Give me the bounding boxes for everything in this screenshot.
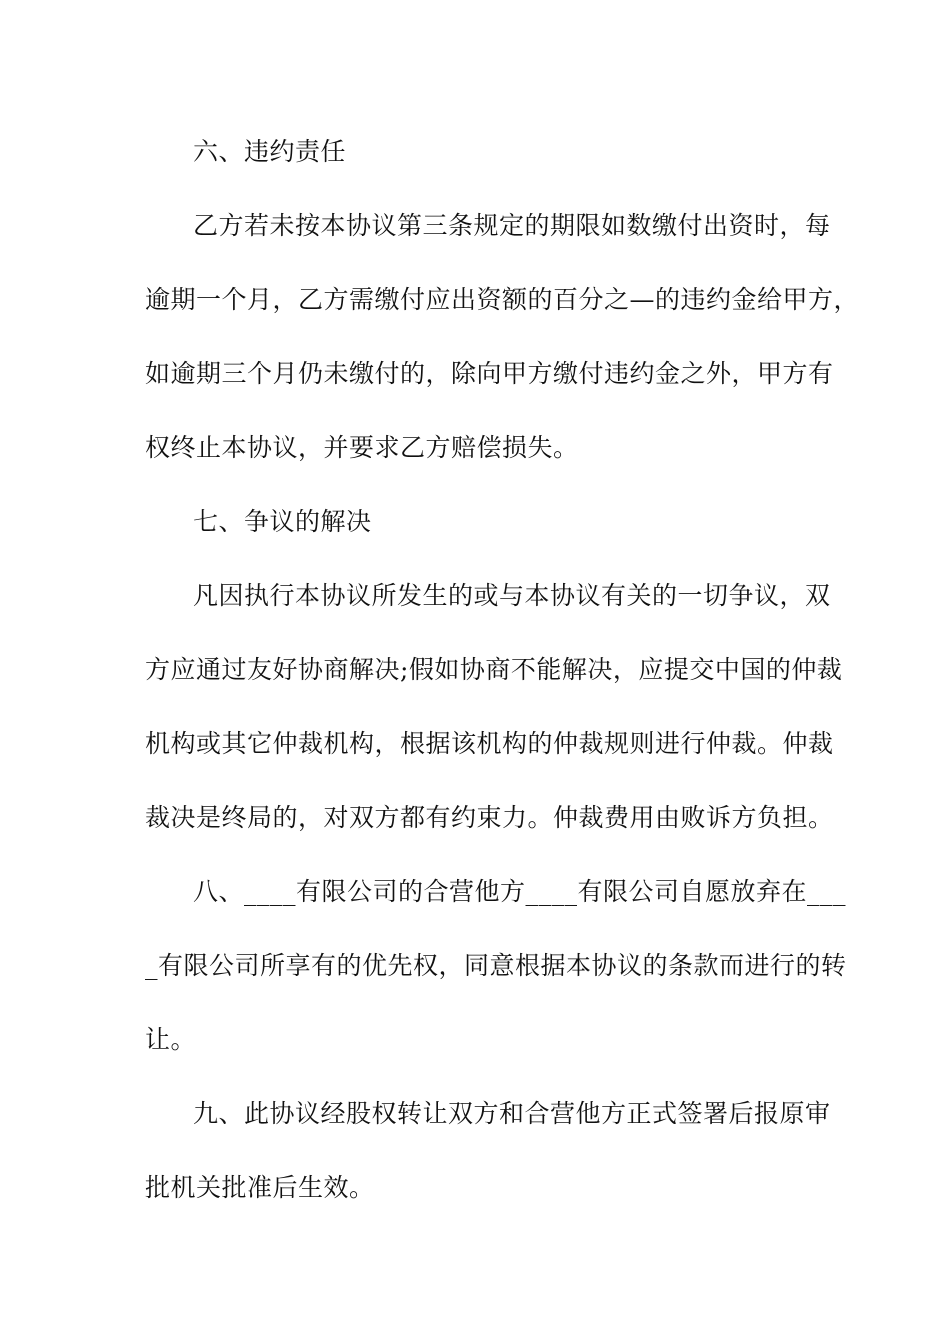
paragraph-line: 机构或其它仲裁机构，根据该机构的仲裁规则进行仲裁。仲裁: [145, 729, 834, 758]
section-9-line: 九、此协议经股权转让双方和合营他方正式签署后报原审: [193, 1099, 831, 1128]
paragraph-line: 裁决是终局的，对双方都有约束力。仲裁费用由败诉方负担。: [145, 803, 834, 832]
section-7-heading: 七、争议的解决: [193, 507, 372, 536]
paragraph-line: 乙方若未按本协议第三条规定的期限如数缴付出资时，每: [193, 211, 831, 240]
section-6-heading: 六、违约责任: [193, 137, 347, 166]
section-8-line: 八、____有限公司的合营他方____有限公司自愿放弃在___: [193, 877, 847, 906]
paragraph-line: _有限公司所享有的优先权，同意根据本协议的条款而进行的转: [145, 951, 847, 980]
paragraph-line: 批机关批准后生效。: [145, 1173, 375, 1202]
paragraph-line: 权终止本协议，并要求乙方赔偿损失。: [145, 433, 579, 462]
paragraph-line: 让。: [145, 1025, 197, 1054]
paragraph-line: 凡因执行本协议所发生的或与本协议有关的一切争议，双: [193, 581, 831, 610]
paragraph-line: 逾期一个月，乙方需缴付应出资额的百分之—的违约金给甲方，: [145, 285, 860, 314]
paragraph-line: 方应通过友好协商解决;假如协商不能解决，应提交中国的仲裁: [145, 655, 843, 684]
paragraph-line: 如逾期三个月仍未缴付的，除向甲方缴付违约金之外，甲方有: [145, 359, 834, 388]
